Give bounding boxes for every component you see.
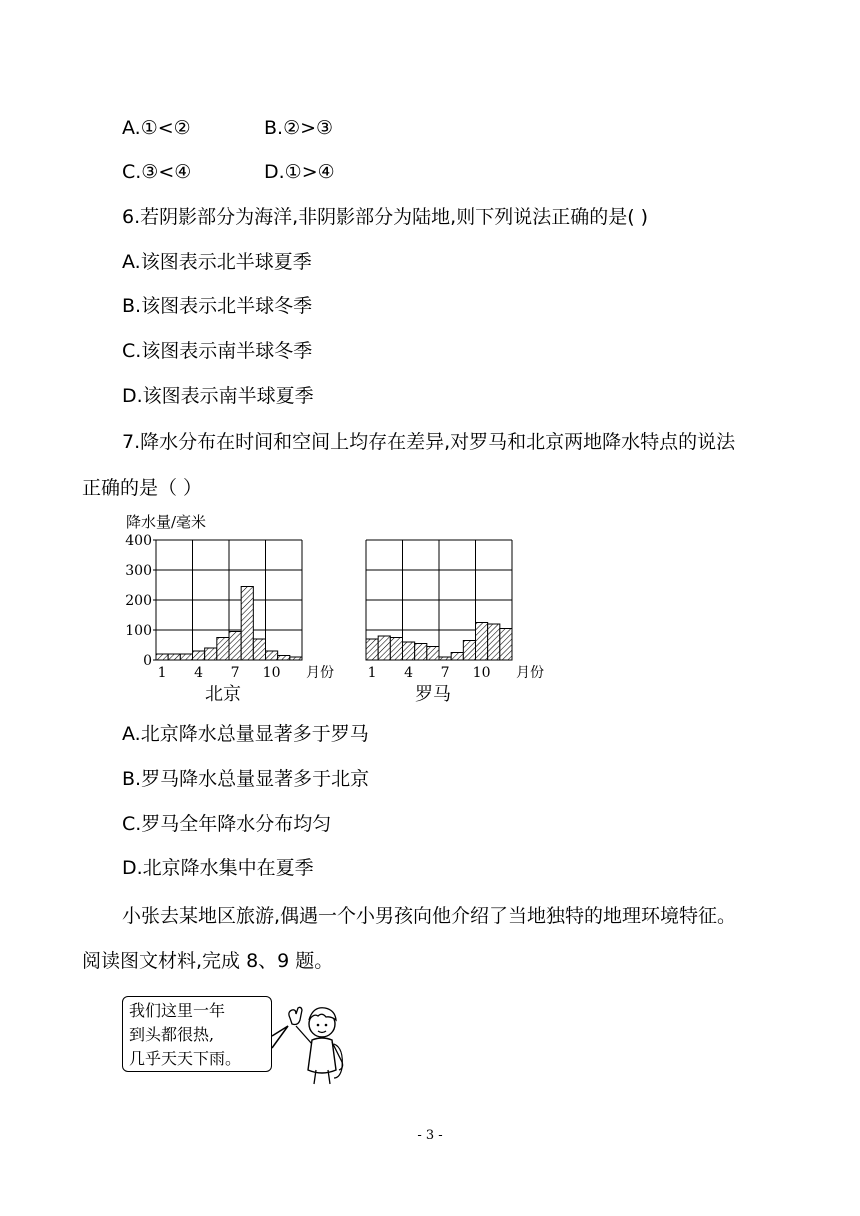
page-number: - 3 - bbox=[417, 1128, 443, 1143]
q6-option-b[interactable]: B.该图表示北半球冬季 bbox=[122, 295, 313, 317]
chart-beijing bbox=[125, 533, 334, 705]
q5-options-row1 bbox=[122, 116, 333, 140]
chart-rome bbox=[366, 540, 544, 705]
bar-month-8 bbox=[241, 587, 253, 661]
q5-option-b[interactable]: B.②>③ bbox=[264, 117, 334, 139]
bar-month-2 bbox=[168, 654, 180, 660]
x-tick-label: 7 bbox=[230, 665, 240, 681]
bar-month-11 bbox=[488, 624, 500, 660]
bar-month-6 bbox=[217, 638, 229, 661]
q5-option-a[interactable]: A.①<② bbox=[122, 117, 191, 139]
x-axis-label: 月份 bbox=[306, 665, 334, 681]
q7-option-b[interactable]: B.罗马降水总量显著多于北京 bbox=[122, 768, 370, 790]
boy-icon bbox=[276, 996, 358, 1086]
y-tick-label: 100 bbox=[125, 623, 152, 639]
y-tick-label: 0 bbox=[143, 653, 152, 669]
x-tick-label: 7 bbox=[440, 665, 450, 681]
bar-month-3 bbox=[390, 638, 402, 661]
bar-month-4 bbox=[193, 651, 205, 660]
bar-month-7 bbox=[439, 657, 451, 660]
bar-month-4 bbox=[403, 642, 415, 660]
q6-stem: 6.若阴影部分为海洋,非阴影部分为陆地,则下列说法正确的是( ) bbox=[122, 206, 649, 228]
q7-option-a[interactable]: A.北京降水总量显著多于罗马 bbox=[122, 723, 369, 745]
precipitation-charts bbox=[118, 512, 544, 712]
q7-stem-line2: 正确的是（ ） bbox=[82, 477, 203, 499]
y-tick-label: 300 bbox=[125, 563, 152, 579]
chart-title: 罗马 bbox=[415, 684, 451, 705]
charts-svg bbox=[118, 512, 544, 712]
bar-month-9 bbox=[463, 641, 475, 661]
bar-month-10 bbox=[476, 623, 488, 661]
q5-option-c[interactable]: C.③<④ bbox=[122, 161, 192, 183]
bar-month-6 bbox=[427, 647, 439, 661]
bar-month-8 bbox=[451, 653, 463, 661]
intro-line1: 小张去某地区旅游,偶遇一个小男孩向他介绍了当地独特的地理环境特征。 bbox=[122, 905, 737, 927]
x-tick-label: 1 bbox=[157, 665, 167, 681]
chart-title: 北京 bbox=[205, 684, 241, 705]
y-axis-label: 降水量/毫米 bbox=[126, 513, 207, 531]
x-tick-label: 10 bbox=[262, 665, 281, 681]
x-tick-label: 4 bbox=[194, 665, 204, 681]
bar-month-7 bbox=[229, 632, 241, 661]
speech-bubble bbox=[122, 996, 272, 1072]
boy-speech-illustration bbox=[118, 996, 358, 1086]
bubble-line2: 到头都很热, bbox=[129, 1025, 215, 1044]
bar-month-9 bbox=[253, 639, 265, 660]
bubble-line3: 几乎天天下雨。 bbox=[129, 1049, 242, 1068]
q7-option-c[interactable]: C.罗马全年降水分布均匀 bbox=[122, 813, 332, 835]
bar-month-12 bbox=[290, 657, 302, 660]
bar-month-12 bbox=[500, 629, 512, 661]
q6-option-a[interactable]: A.该图表示北半球夏季 bbox=[122, 251, 312, 273]
x-tick-label: 10 bbox=[472, 665, 491, 681]
q6-option-c[interactable]: C.该图表示南半球冬季 bbox=[122, 340, 313, 362]
bubble-line1: 我们这里一年 bbox=[129, 1001, 226, 1020]
bar-month-2 bbox=[378, 636, 390, 660]
bar-month-1 bbox=[366, 639, 378, 660]
y-tick-label: 400 bbox=[125, 533, 152, 549]
x-tick-label: 1 bbox=[367, 665, 377, 681]
x-tick-label: 4 bbox=[404, 665, 414, 681]
bar-month-3 bbox=[180, 654, 192, 660]
x-axis-label: 月份 bbox=[516, 665, 544, 681]
bar-month-5 bbox=[205, 648, 217, 660]
q7-option-d[interactable]: D.北京降水集中在夏季 bbox=[122, 857, 314, 879]
q6-option-d[interactable]: D.该图表示南半球夏季 bbox=[122, 385, 314, 407]
q5-option-d[interactable]: D.①>④ bbox=[264, 161, 335, 183]
intro-line2: 阅读图文材料,完成 8、9 题。 bbox=[82, 950, 334, 972]
q5-options-row2 bbox=[122, 160, 335, 184]
bar-month-1 bbox=[156, 654, 168, 660]
bar-month-11 bbox=[278, 656, 290, 661]
bar-month-10 bbox=[266, 651, 278, 660]
y-tick-label: 200 bbox=[125, 593, 152, 609]
q7-stem-line1: 7.降水分布在时间和空间上均存在差异,对罗马和北京两地降水特点的说法 bbox=[122, 431, 736, 453]
bar-month-5 bbox=[415, 644, 427, 661]
